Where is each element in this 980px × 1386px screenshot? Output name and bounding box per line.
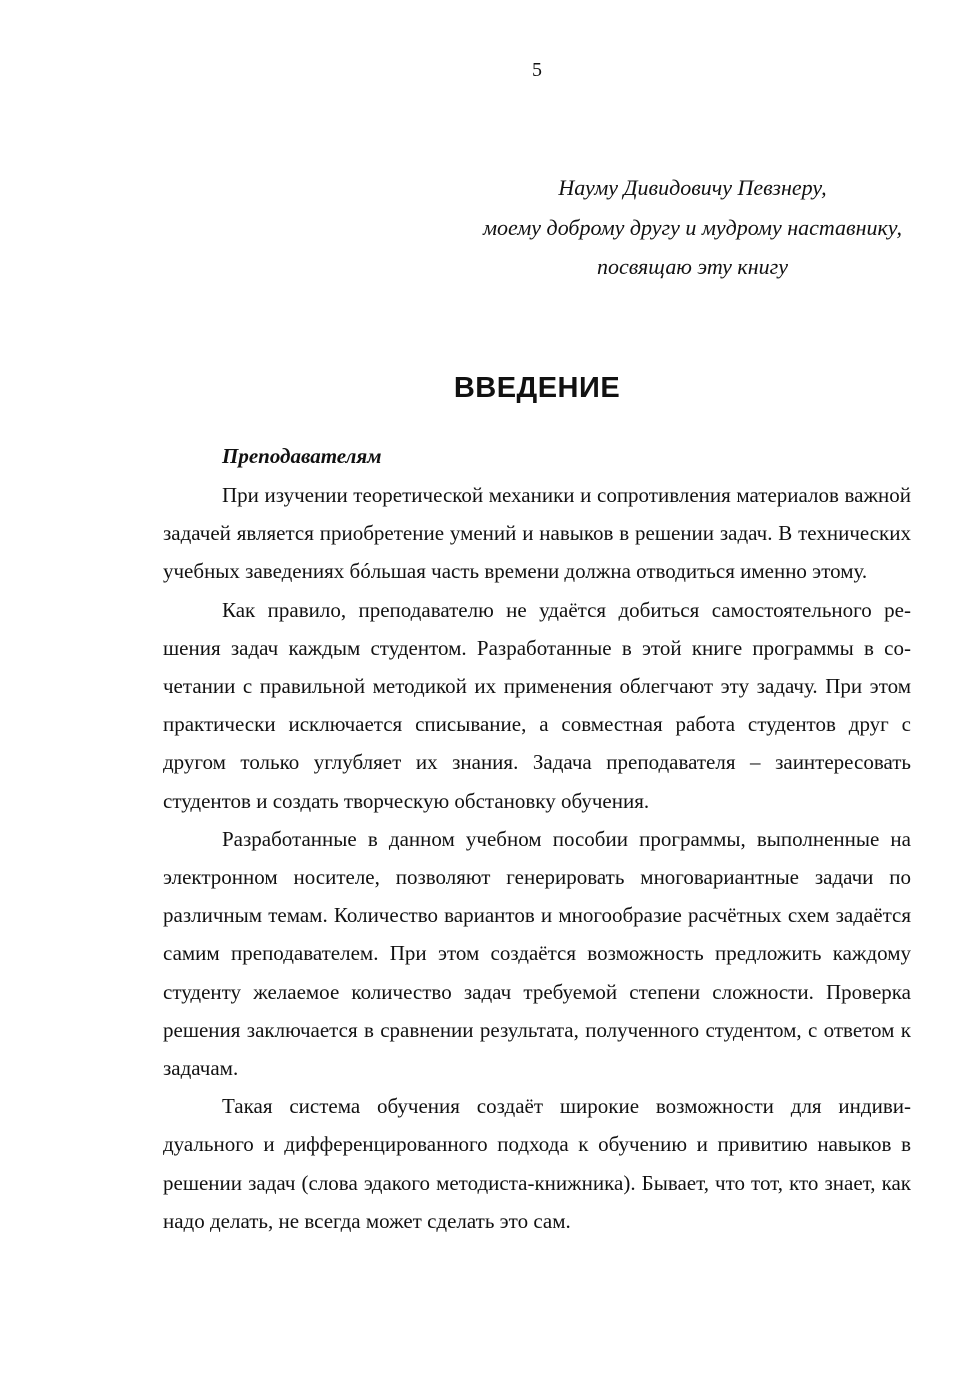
section-label: Преподавателям [222,444,382,468]
paragraph-3: Разработанные в данном учебном пособии программы, выполненные на электронном носителе, позволяют генерировать многовариантные задачи по различным темам. Количество вариантов и многообразие расчётных схем задаётся самим преподавателем. При этом создаётся возможность предложить каждому студенту желаемое количество задач требуемой степени сложности. Проверка решения заключается в сравнении результата, полученного студентом, с ответом к задачам. [163,826,911,1081]
page-number: 5 [532,59,542,81]
body-text [163,476,911,1240]
dedication [440,168,945,287]
paragraph-1: При изучении теоретической механики и сопротивления материалов важной задачей является приобретение умений и навыков в решении задач. В технических учебных заведениях бóльшая часть времени должна отводиться именно этому. [163,483,911,584]
paragraph-4: Такая система обучения создаёт широкие возможности для индивидуального и дифференцированного подхода к обучению и привитию навыков в решении задач (слова эдакого методиста-книжника). Бывает, что тот, кто знает, как надо делать, не всегда может сделать это сам. [163,1094,911,1233]
dedication-line-1: Науму Дивидовичу Певзнеру, [558,175,827,200]
dedication-line-2: моему доброму другу и мудрому наставнику, [483,214,902,240]
chapter-heading: ВВЕДЕНИЕ [453,372,621,404]
dedication-line-3: посвящаю эту книгу [597,254,788,279]
paragraph-2: Как правило, преподавателю не удаётся добиться самостоятельного решения задач каждым студентом. Разработанные в этой книге программы в сочетании с правильной методикой их применения облегчают эту задачу. При этом практически исключается списывание, а совместная работа студентов друг с другом только углубляет их знания. Задача преподавателя – заинтересовать студентов и создать творческую обстановку обучения. [163,597,911,813]
